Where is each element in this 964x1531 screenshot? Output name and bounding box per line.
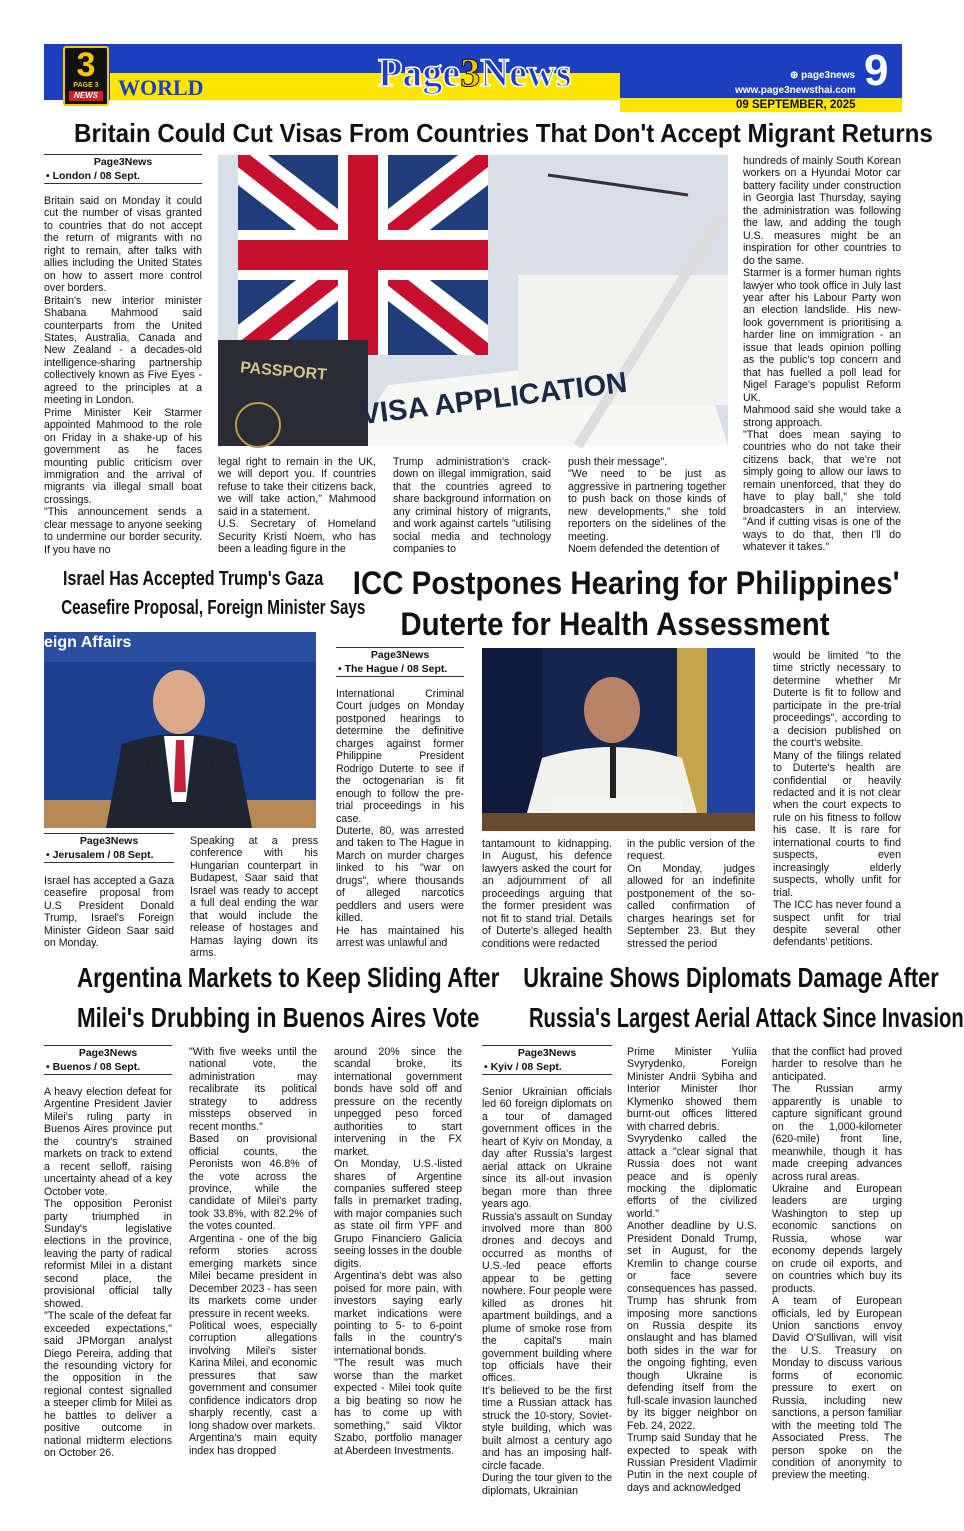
paragraph: "This announcement sends a clear message to anyone seeking to undermine our border security. If you have no xyxy=(44,506,202,556)
paragraph: International Criminal Court judges on Monday postponed hearings to determine the definitive charges against former Philippine President Rodrigo Duterte to see if the octogenarian is fit enough to follow the pre-trial proceedings in his case. xyxy=(336,688,464,825)
paragraph: "The scale of the defeat far exceeded expectations," said JPMorgan analyst Diego Pereira, adding that the resounding victory for the opposition in the regional contest signalled a steeper climb for Milei as he battles to deliver a positive outcome in national midterm elections on October 26. xyxy=(44,1310,172,1460)
paragraph: Argentina's debt was also poised for more pain, with investors saying early market indications were pointing to 5- to 6-point falls in the country's international bonds. xyxy=(334,1270,462,1357)
article1-col4 xyxy=(568,456,726,558)
paragraph: It's believed to be the first time a Russian attack has struck the 10-story, Soviet-style building, which was built almost a century ago and has an imposing half-circle facade. xyxy=(482,1384,612,1472)
paragraph: Russia's assault on Sunday involved more than 800 drones and decoys and occurred as months of U.S.-led peace efforts appear to be getting nowhere. Four people were killed as drones hit apartment buildings, and a plume of smoke rose from the capital's main government building where top officials have their offices. xyxy=(482,1210,612,1385)
article3-dateline: • The Hague / 08 Sept. xyxy=(336,662,464,677)
article3-col3 xyxy=(627,838,755,955)
logo-number: 3 xyxy=(76,46,96,84)
article2-headline-line1: Israel Has Accepted Trump's Gaza xyxy=(63,568,324,590)
paragraph: Prime Minister Yuliia Svyrydenko, Foreign Minister Andrii Sybiha and Interior Minister Ihor Klymenko showed them burnt-out offices littered with charred debris. xyxy=(627,1046,757,1133)
social-handle-text: page3news xyxy=(801,70,856,81)
paragraph: "The result was much worse than the market expected - Milei took quite a big beating so now he has to come up with something," said Viktor Szabo, portfolio manager at Aberdeen Investments. xyxy=(334,1357,462,1457)
masthead-title xyxy=(378,50,571,96)
page3-logo xyxy=(63,46,109,106)
paragraph: Britain's new interior minister Shabana Mahmood said counterparts from the United States, Australia, Canada and New Zealand - a decades-old intelligence-sharing partnership collectively known as Five Eyes - agreed to the principles at a meeting in London. xyxy=(44,294,202,407)
article5-dateline: • Kyiv / 08 Sept. xyxy=(482,1060,612,1075)
paragraph: The Russian army apparently is unable to capture significant ground on the 1,000-kilometer (620-mile) front line, meanwhile, though it has made creeping advances across rural areas. xyxy=(772,1083,902,1183)
paragraph: Starmer is a former human rights lawyer who took office in July last year after his Labour Party won an election landslide. His new-look government is prioritising a harder line on immigration - an issue that leads opinion polling as the public's top concern and that has fuelled a poll lead for Nigel Farage's populist Reform UK. xyxy=(743,267,901,404)
paragraph: The opposition Peronist party triumphed in Sunday's legislative elections in the province, leaving the party of radical reformist Milei in a distant second place, the provisional official tally showed. xyxy=(44,1198,172,1310)
article5-headline-line1: Ukraine Shows Diplomats Damage After xyxy=(523,962,939,993)
paragraph: "We need to be just as aggressive in partnering together to push back on those kinds of new developments," she told reporters on the sidelines of the meeting. xyxy=(568,468,726,543)
article5-byline: Page3News xyxy=(482,1045,612,1060)
paragraph: Many of the filings related to Duterte's health are confidential or heavily redacted and it is not clear when the court expects to rule on his fitness to follow his case. It is rare for international courts to find suspects, even increasingly elderly suspects, wholly unfit for trial. xyxy=(773,749,901,899)
paragraph: hundreds of mainly South Korean workers on a Hyundai Motor car battery facility under construction in Georgia last Thursday, saying the administration was following the law, and adding the tough U.S. measures might be an inspiration for other countries to do the same. xyxy=(743,155,901,267)
logo-badge: NEWS xyxy=(69,91,103,101)
paragraph: Israel has accepted a Gaza ceasefire proposal from U.S President Donald Trump, Israel's Foreign Minister Gideon Saar said on Monday. xyxy=(44,875,174,950)
article4-dateline: • Buenos / 08 Sept. xyxy=(44,1060,172,1075)
photo-visa-text: VISA APPLICATION xyxy=(359,366,629,432)
paragraph: Trump administration's crack-down on illegal immigration, said that the countries agreed to share background information on any criminal history of migrants, and work against cartels "utilising social media and technology companies to xyxy=(393,456,551,556)
paragraph: Noem defended the detention of xyxy=(568,543,720,556)
paragraph: U.S. Secretary of Homeland Security Kristi Noem, who has been a leading figure in the xyxy=(218,518,376,556)
paragraph: Britain said on Monday it could cut the number of visas granted to countries that do not accept the return of migrants with no right to remain, after talks with allies including the United States on how to assert more control over borders. xyxy=(44,195,202,295)
paragraph: He has maintained his arrest was unlawful and xyxy=(336,924,464,950)
masthead-title-news: News xyxy=(480,50,572,95)
article2-headline-line2: Ceasefire Proposal, Foreign Minister Says xyxy=(61,597,366,619)
paragraph: Duterte, 80, was arrested and taken to The Hague in March on murder charges linked to his "war on drugs", where thousands of alleged narcotics peddlers and users were killed. xyxy=(336,824,464,925)
paragraph: Svyrydenko called the attack a "clear signal that Russia does not want peace and is openly mocking the diplomatic efforts of the civilized world." xyxy=(627,1133,757,1220)
article5-col3 xyxy=(772,1046,902,1486)
paragraph: A heavy election defeat for Argentine President Javier Milei's ruling party in Buenos Aires province put the country's strained markets on track to extend a recent selloff, raising uncertainty ahead of a key October vote. xyxy=(44,1086,172,1198)
article4-col1 xyxy=(44,1086,172,1518)
paragraph: Speaking at a press conference with his Hungarian counterpart in Budapest, Saar said that Israel was ready to accept a full deal ending the war that would include the release of hostages and Hamas laying down its arms. xyxy=(190,835,318,960)
paragraph: Political woes, especially corruption allegations involving Milei's sister Karina Milei, and economic pressures that saw government and consumer confidence indicators drop sharply recently, cast a long shadow over markets. xyxy=(189,1319,317,1432)
article1-dateline: • London / 08 Sept. xyxy=(44,169,202,184)
paragraph: Prime Minister Keir Starmer appointed Mahmood to the role on Friday in a shake-up of his government as he faces mounting public criticism over immigration and the arrival of migrants via illegal small boat crossings. xyxy=(44,406,202,506)
paragraph: On Monday, judges allowed for an indefinite postponement of the so-called confirmation of charges hearings set for September 23. But they stressed the period xyxy=(627,862,755,950)
article3-byline-block xyxy=(336,647,464,683)
masthead-title-page: Page xyxy=(378,50,461,95)
article1-col5 xyxy=(743,155,901,558)
article3-col2 xyxy=(482,838,612,955)
article2-col1 xyxy=(44,875,174,955)
article5-headline-line2: Russia's Largest Aerial Attack Since Invasion xyxy=(529,1002,964,1033)
social-handle xyxy=(790,70,855,82)
paragraph: Based on provisional official counts, the Peronists won 46.8% of the vote across the province, while the candidate of Milei's party took 33.8%, with 82.2% of the votes counted. xyxy=(189,1133,317,1233)
paragraph: push their message". xyxy=(568,456,668,468)
article3-headline-line1: ICC Postpones Hearing for Philippines' xyxy=(352,565,900,601)
paragraph: Senior Ukrainian officials led 60 foreign diplomats on a tour of damaged government offices in the heart of Kyiv on Monday, a day after Russia's largest aerial attack on Ukraine since its all-out invasion began more than three years ago. xyxy=(482,1086,612,1211)
article4-col2 xyxy=(189,1046,317,1486)
paragraph: around 20% since the scandal broke, its international government bonds have sold off and pressure on the recently unpegged peso forced authorities to start intervening in the FX market. xyxy=(334,1046,462,1158)
paragraph: "That does mean saying to countries who do not take their citizens back, that we're not simply going to allow our laws to remain unenforced, that they do have to play ball," she told broadcasters in an interview. "And if cutting visas is one of the ways to do that, then I'll do whatever it takes." xyxy=(743,428,901,554)
article1-col3 xyxy=(393,456,551,558)
issue-date: 09 SEPTEMBER, 2025 xyxy=(736,99,856,111)
paragraph: Argentina's main equity index has dropped xyxy=(189,1432,317,1457)
article2-dateline: • Jerusalem / 08 Sept. xyxy=(44,848,174,863)
paragraph: During the tour given to the diplomats, Ukrainian xyxy=(482,1472,612,1497)
paragraph: Trump said Sunday that he expected to speak with Russian President Vladimir Putin in the next couple of days and acknowledged xyxy=(627,1432,757,1494)
article4-col3 xyxy=(334,1046,462,1486)
paragraph: tantamount to kidnapping. In August, his defence lawyers asked the court for an adjournment of all proceedings arguing that the former president was not fit to stand trial. Details of Duterte's alleged health conditions were redacted xyxy=(482,838,612,950)
article4-headline-line2: Milei's Drubbing in Buenos Aires Vote xyxy=(77,1002,480,1033)
paragraph: in the public version of the request. xyxy=(627,838,755,863)
article4-byline: Page3News xyxy=(44,1045,172,1060)
section-label: WORLD xyxy=(118,75,204,100)
article4-byline-block xyxy=(44,1045,172,1081)
website: www.page3newsthai.com xyxy=(735,85,856,96)
photo-passport-text: PASSPORT xyxy=(239,359,328,384)
article3-byline: Page3News xyxy=(336,647,464,662)
article2-byline: Page3News xyxy=(44,833,174,848)
paragraph: The ICC has never found a suspect unfit for trial despite several other defendants' petitions. xyxy=(773,899,901,949)
logo-text: PAGE 3 xyxy=(73,82,99,89)
masthead-title-number: 3 xyxy=(460,50,481,95)
article3-photo xyxy=(482,648,755,831)
article4-headline-line1: Argentina Markets to Keep Sliding After xyxy=(77,962,500,993)
article1-col2 xyxy=(218,456,376,558)
article3-headline-line2: Duterte for Health Assessment xyxy=(400,606,830,642)
article2-col2 xyxy=(190,835,318,960)
article5-col2 xyxy=(627,1046,757,1494)
article5-byline-block xyxy=(482,1045,612,1081)
paragraph: legal right to remain in the UK, we will deport you. If countries refuse to take their citizens back, we will take action," Mahmood said in a statement. xyxy=(218,456,376,518)
article2-photo xyxy=(44,632,316,828)
article2-byline-block xyxy=(44,833,174,869)
article5-col1 xyxy=(482,1086,612,1497)
paragraph: Argentina - one of the big reform stories across emerging markets since Milei became president in December 2023 - has seen its markets come under pressure in recent weeks. xyxy=(189,1232,317,1320)
paragraph: Mahmood said she would take a strong approach. xyxy=(743,404,901,429)
article1-byline-block xyxy=(44,154,202,190)
article3-col4 xyxy=(773,650,901,955)
paragraph: would be limited "to the time strictly necessary to determine whether Mr Duterte is fit to follow and participate in the pre-trial proceedings", according to a decision published on the court's website. xyxy=(773,650,901,750)
social-icon: ⊕ xyxy=(790,70,802,81)
article3-col1 xyxy=(336,688,464,955)
photo-sign-text: eign Affairs xyxy=(44,634,132,651)
article1-col1 xyxy=(44,195,202,559)
paragraph: that the conflict had proved harder to resolve than he anticipated. xyxy=(772,1046,902,1083)
article1-headline: Britain Could Cut Visas From Countries That Don't Accept Migrant Returns xyxy=(74,118,933,148)
paragraph: Another deadline by U.S. President Donald Trump, set in August, for the Kremlin to change course or face severe consequences has passed. Trump has shrunk from imposing more sanctions on Russia despite its onslaught and has blamed both sides in the war for the ongoing fighting, even though Ukraine is defending itself from the full-scale invasion launched by its bigger neighbor on Feb. 24, 2022. xyxy=(627,1220,757,1432)
paragraph: A team of European officials, led by European Union sanctions envoy David O'Sullivan, will visit the U.S. Treasury on Monday to discuss various forms of economic pressure to exert on Russia, including new sanctions, a person familiar with the meeting told The Associated Press. The person spoke on the condition of anonymity to preview the meeting. xyxy=(772,1295,902,1482)
paragraph: On Monday, U.S.-listed shares of Argentine companies suffered steep falls in premarket trading, with major companies such as state oil firm YPF and Grupo Financiero Galicia seeing losses in the double digits. xyxy=(334,1158,462,1270)
paragraph: Ukraine and European leaders are urging Washington to step up economic sanctions on Russia, whose war economy depends largely on crude oil exports, and on countries which buy its products. xyxy=(772,1182,902,1295)
article1-photo xyxy=(218,155,728,446)
paragraph: "With five weeks until the national vote, the administration may recalibrate its political strategy to address missteps observed in recent months." xyxy=(189,1046,317,1133)
page-number: 9 xyxy=(864,46,889,95)
article1-byline: Page3News xyxy=(44,154,202,169)
